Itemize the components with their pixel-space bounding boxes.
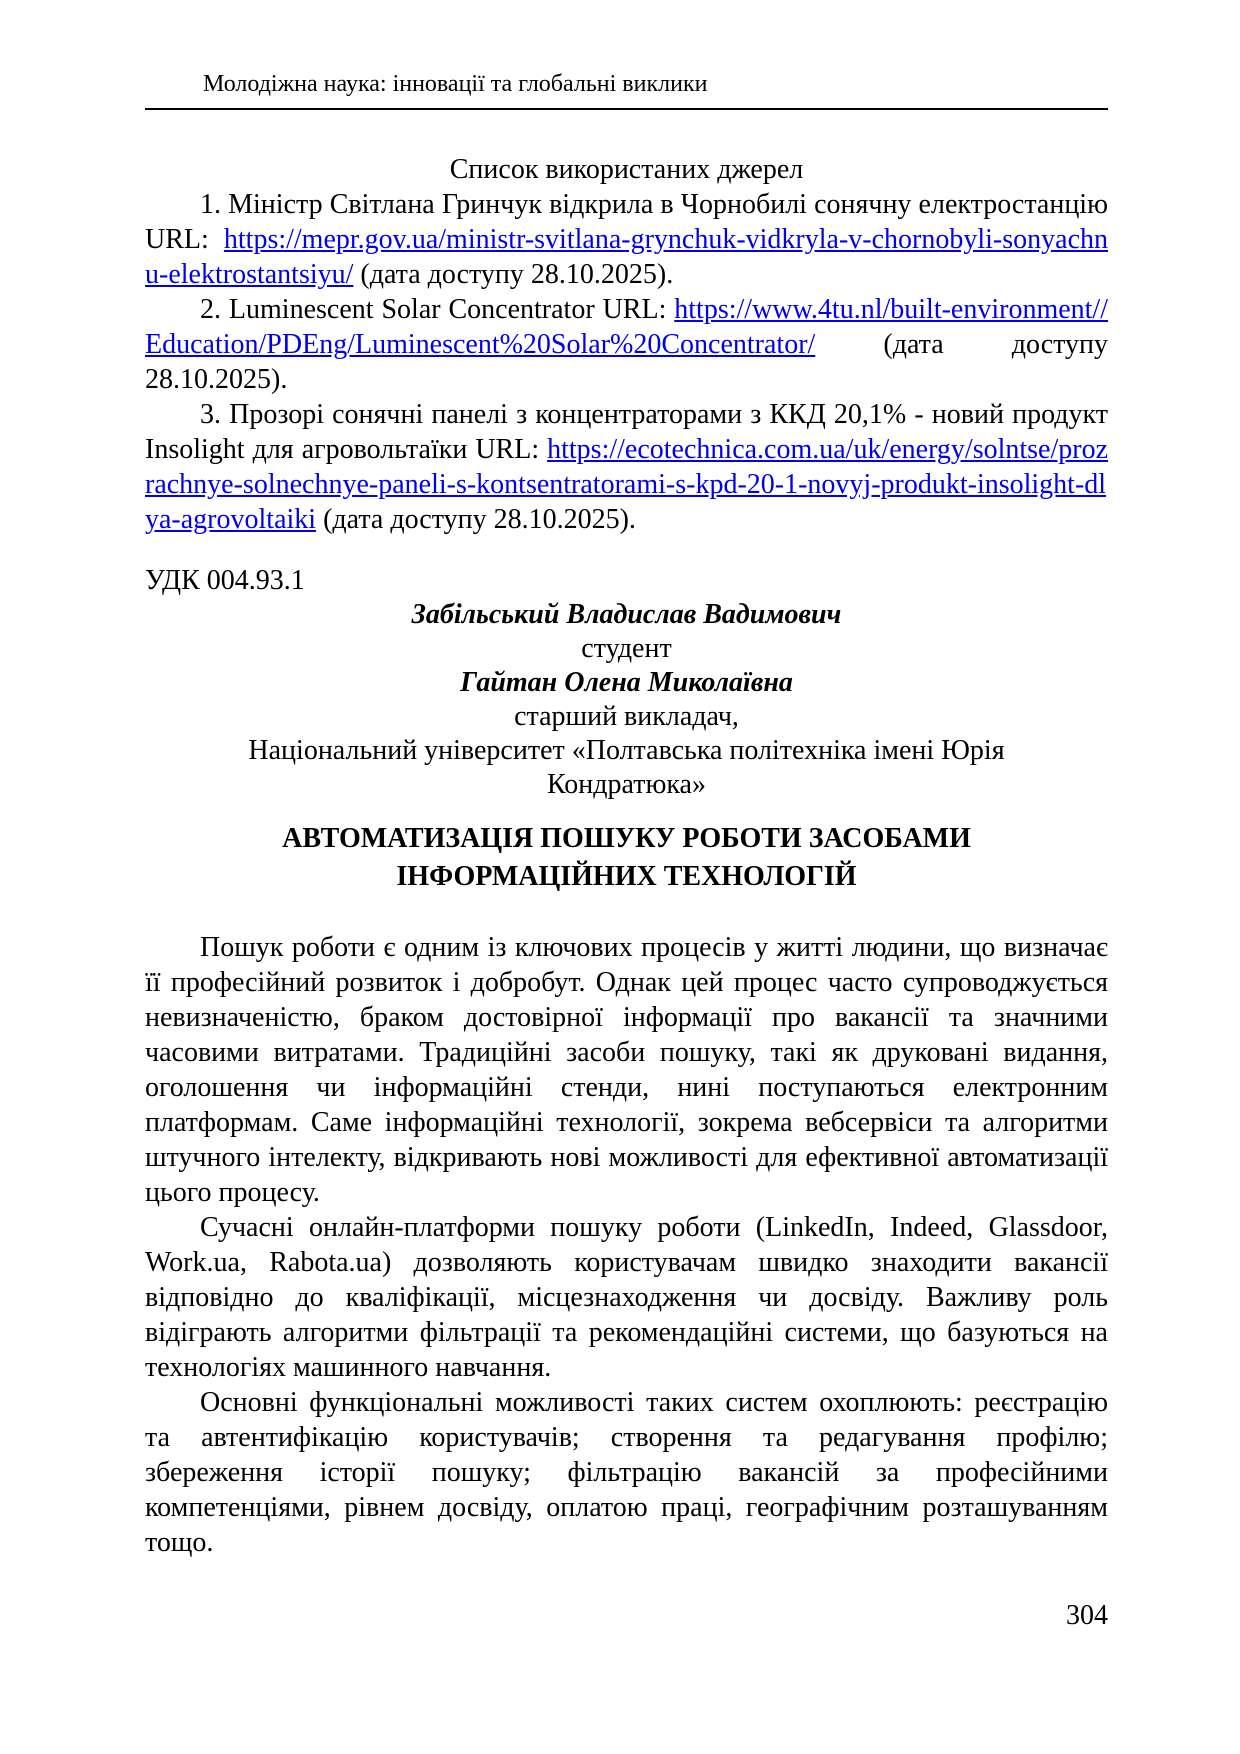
- page-number: 304: [1066, 1600, 1108, 1631]
- body-paragraph-2: Сучасні онлайн-платформи пошуку роботи (LinkedIn, Indeed, Glassdoor, Work.ua, Rabota.ua) дозволяють користувачам швидко знаходити вакансії відповідно до кваліфікації, місцезнаходження чи досвіду. Важливу роль відіграють алгоритми фільтрації та рекомендаційні системи, що базуються на технологіях машинного навчання.: [145, 1212, 1108, 1383]
- reference-text: 1. Міністр Світлана Гринчук відкрила в Чорнобилі сонячну електростанцію URL:: [145, 189, 1108, 255]
- reference-text: 3. Прозорі сонячні панелі з концентраторами з ККД 20,1% - новий продукт Insolight для агровольтаїки URL:: [145, 399, 1108, 465]
- reference-link[interactable]: https://mepr.gov.ua/ministr-svitlana-grynchuk-vidkryla-v-chornobyli-sonyachnu-elektrostantsiyu/: [145, 224, 1108, 290]
- reference-text: 2. Luminescent Solar Concentrator URL:: [200, 294, 675, 325]
- author-name: Забільський Владислав Вадимович: [411, 599, 842, 630]
- author-block: [145, 598, 1108, 802]
- references-heading: Список використаних джерел: [449, 154, 804, 185]
- author-name: Гайтан Олена Миколаївна: [460, 667, 793, 698]
- reference-link[interactable]: https://ecotechnica.com.ua/uk/energy/solntse/prozrachnye-solnechnye-paneli-s-kontsentratorami-s-kpd-20-1-novyj-produkt-insolight-dlya-agrovoltaiki: [145, 434, 1108, 535]
- reference-item-2: [145, 292, 1108, 397]
- reference-link[interactable]: https://www.4tu.nl/built-environment//Education/PDEng/Luminescent%20Solar%20Concentrator/: [145, 294, 1108, 360]
- article-title: АВТОМАТИЗАЦІЯ ПОШУКУ РОБОТИ ЗАСОБАМИ ІНФОРМАЦІЙНИХ ТЕХНОЛОГІЙ: [282, 823, 971, 892]
- running-header-text: Молодіжна наука: інновації та глобальні виклики: [203, 71, 708, 97]
- header-rule: [145, 108, 1108, 110]
- reference-text: (дата доступу 28.10.2025).: [353, 259, 674, 290]
- author-role: старший викладач,: [514, 701, 739, 732]
- body-paragraph-3: Основні функціональні можливості таких систем охоплюють: реєстрацію та автентифікацію користувачів; створення та редагування профілю; збереження історії пошуку; фільтрацію вакансій за професійними компетенціями, рівнем досвіду, оплатою праці, географічним розташуванням тощо.: [145, 1387, 1108, 1558]
- body-paragraph-1: Пошук роботи є одним із ключових процесів у житті людини, що визначає її професійний розвиток і добробут. Однак цей процес часто супроводжується невизначеністю, браком достовірної інформації про вакансії та значними часовими витратами. Традиційні засоби пошуку, такі як друковані видання, оголошення чи інформаційні стенди, нині поступаються електронним платформам. Саме інформаційні технології, зокрема вебсервіси та алгоритми штучного інтелекту, відкривають нові можливості для ефективної автоматизації цього процесу.: [145, 932, 1108, 1208]
- reference-text: (дата доступу 28.10.2025).: [316, 504, 636, 535]
- udc-code: УДК 004.93.1: [145, 565, 305, 596]
- author-role: студент: [581, 633, 672, 664]
- running-header: [145, 70, 1108, 98]
- reference-item-1: [145, 187, 1108, 292]
- reference-text: (дата доступу 28.10.2025).: [145, 329, 1108, 395]
- affiliation: Національний університет «Полтавська політехніка імені Юрія Кондратюка»: [248, 735, 1005, 800]
- reference-item-3: [145, 397, 1108, 537]
